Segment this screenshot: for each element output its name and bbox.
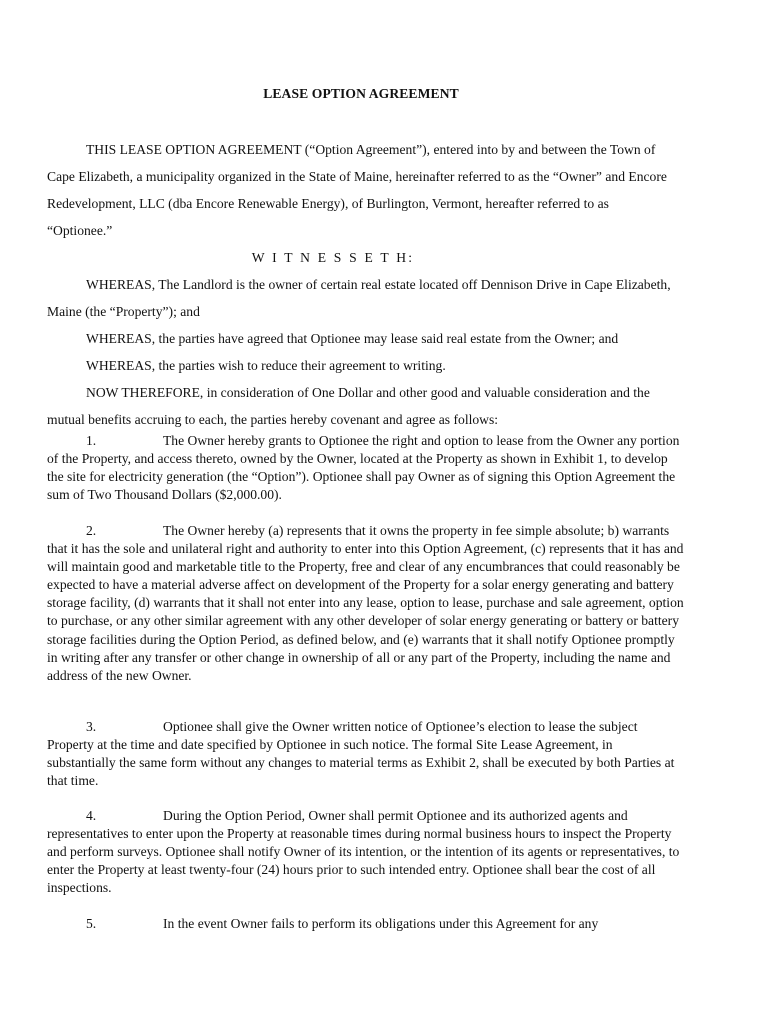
section-number: 3. (86, 719, 97, 734)
whereas-clause-1: WHEREAS, The Landlord is the owner of certain real estate located off Dennison Drive in Cape Elizabeth, Maine (the “Property”); and (47, 277, 671, 319)
section-number: 5. (86, 916, 97, 931)
section-number: 1. (86, 433, 97, 448)
intro-paragraph: THIS LEASE OPTION AGREEMENT (“Option Agreement”), entered into by and between the Town of Cape Elizabeth, a municipality organized in the State of Maine, hereinafter referred to as the “Owner” and Encore Redevelopment, LLC (dba Encore Renewable Energy), of Burlington, Vermont, hereafter referred to as “Optionee.” (47, 142, 667, 238)
section-1 (47, 432, 684, 504)
section-2 (47, 522, 684, 685)
section-3 (47, 718, 684, 790)
section-text: The Owner hereby grants to Optionee the right and option to lease from the Owner any portion of the Property, and access thereto, owned by the Owner, located at the Property as shown in Exhibit 1, to develop the site for electricity generation (the “Option”). Optionee shall pay Owner as of signing this Option Agreement the sum of Two Thousand Dollars ($2,000.00). (47, 433, 680, 503)
whereas-clause-3: WHEREAS, the parties wish to reduce their agreement to writing. (86, 358, 446, 373)
whereas-clause-2: WHEREAS, the parties have agreed that Optionee may lease said real estate from the Owner; and (86, 331, 619, 346)
witnesseth-heading: W I T N E S S E T H: (251, 250, 415, 265)
now-therefore-clause: NOW THEREFORE, in consideration of One Dollar and other good and valuable consideration and the mutual benefits accruing to each, the parties hereby covenant and agree as follows: (47, 385, 650, 427)
section-text: The Owner hereby (a) represents that it owns the property in fee simple absolute; b) warrants that it has the sole and unilateral right and authority to enter into this Option Agreement, (c) represents that it has and will maintain good and marketable title to the Property, free and clear of any encumbrances that could reasonably be expected to have a material adverse affect on development of the Property for a solar energy generating and battery storage facility, (d) warrants that it shall not enter into any lease, option to lease, purchase and sale agreement, option to purchase, or any other similar agreement with any other developer of solar energy generating or battery or battery storage facilities during the Option Period, as defined below, and (e) warrants that it shall notify Optionee promptly in writing after any transfer or other change in ownership of all or any part of the Property, including the name and address of the new Owner. (47, 523, 684, 683)
section-number: 4. (86, 808, 97, 823)
preamble (47, 136, 677, 433)
section-text: In the event Owner fails to perform its obligations under this Agreement for any (163, 916, 599, 931)
section-number: 2. (86, 523, 97, 538)
section-text: During the Option Period, Owner shall permit Optionee and its authorized agents and representatives to enter upon the Property at reasonable times during normal business hours to inspect the Property and perform surveys. Optionee shall notify Owner of its intention, or the intention of its agents or representatives, to enter the Property at least twenty-four (24) hours prior to such intended entry. Optionee shall bear the cost of all inspections. (47, 808, 680, 896)
section-text: Optionee shall give the Owner written notice of Optionee’s election to lease the subject Property at the time and date specified by Optionee in such notice. The formal Site Lease Agreement, in substantially the same form without any changes to material terms as Exhibit 2, shall be executed by both Parties at that time. (47, 719, 675, 789)
section-4 (47, 807, 684, 897)
section-5 (47, 915, 684, 933)
document-title: LEASE OPTION AGREEMENT (263, 86, 459, 101)
